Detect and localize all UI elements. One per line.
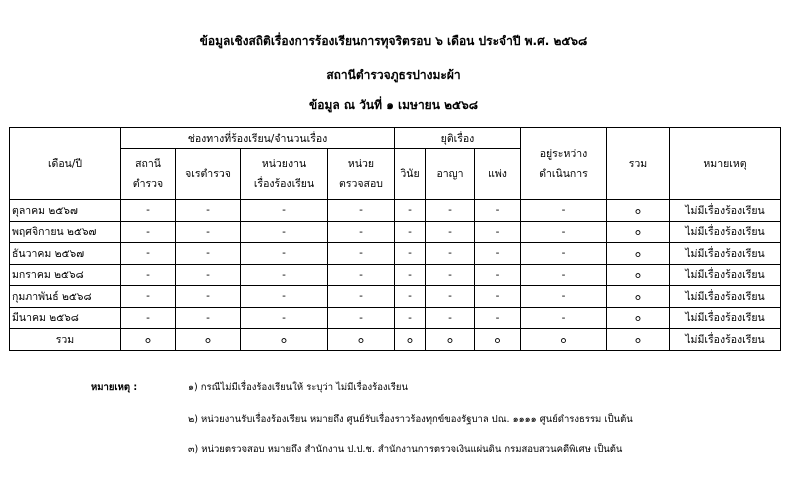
cell-progress: - xyxy=(521,264,607,286)
data-date: ข้อมูล ณ วันที่ ๑ เมษายน ๒๕๖๘ xyxy=(309,98,478,112)
cell-c2: - xyxy=(176,264,241,286)
table-row xyxy=(10,200,781,222)
cell-total: ๐ xyxy=(607,264,670,286)
cell-r2: - xyxy=(426,307,475,329)
cell-r2: - xyxy=(426,221,475,243)
cell-c1: - xyxy=(121,200,176,222)
cell-remark: ไม่มีเรื่องร้องเรียน xyxy=(670,243,781,265)
cell-c4: - xyxy=(328,264,395,286)
cell-remark: ไม่มีเรื่องร้องเรียน xyxy=(670,329,781,351)
cell-c2: ๐ xyxy=(176,329,241,351)
cell-r1: - xyxy=(395,264,426,286)
cell-r3: - xyxy=(475,264,521,286)
note-item: ๑) กรณีไม่มีเรื่องร้องเรียนให้ ระบุว่า ไม่มีเรื่องร้องเรียน xyxy=(188,382,408,393)
cell-c1: - xyxy=(121,243,176,265)
cell-r3: - xyxy=(475,221,521,243)
cell-r2: ๐ xyxy=(426,329,475,351)
cell-total: ๐ xyxy=(607,307,670,329)
cell-progress: - xyxy=(521,221,607,243)
cell-month: รวม xyxy=(10,329,121,351)
header-channel-station: สถานี ตำรวจ xyxy=(121,149,176,200)
cell-progress: - xyxy=(521,243,607,265)
table-row xyxy=(10,243,781,265)
table-row xyxy=(10,264,781,286)
cell-c4: - xyxy=(328,307,395,329)
table-row xyxy=(10,221,781,243)
cell-c4: ๐ xyxy=(328,329,395,351)
cell-c3: - xyxy=(241,243,328,265)
cell-progress: - xyxy=(521,307,607,329)
note-item: ๓) หน่วยตรวจสอบ หมายถึง สำนักงาน ป.ป.ช. สำนักงานการตรวจเงินแผ่นดิน กรมสอบสวนคดีพิเศษ เป็นต้น xyxy=(188,444,623,455)
cell-r3: ๐ xyxy=(475,329,521,351)
cell-month: กุมภาพันธ์ ๒๕๖๘ xyxy=(10,286,121,308)
header-channel-inspector: จเรตำรวจ xyxy=(176,149,241,200)
cell-total: ๐ xyxy=(607,221,670,243)
header-resolved-discipline: วินัย xyxy=(395,149,426,200)
cell-progress: ๐ xyxy=(521,329,607,351)
complaint-statistics-table xyxy=(9,127,781,351)
cell-c4: - xyxy=(328,221,395,243)
cell-r1: - xyxy=(395,221,426,243)
cell-month: พฤศจิกายน ๒๕๖๗ xyxy=(10,221,121,243)
cell-total: ๐ xyxy=(607,200,670,222)
cell-remark: ไม่มีเรื่องร้องเรียน xyxy=(670,286,781,308)
header-resolved-civil: แพ่ง xyxy=(475,149,521,200)
cell-c3: - xyxy=(241,221,328,243)
cell-c1: ๐ xyxy=(121,329,176,351)
cell-r1: - xyxy=(395,200,426,222)
cell-month: ตุลาคม ๒๕๖๗ xyxy=(10,200,121,222)
cell-c1: - xyxy=(121,264,176,286)
cell-r1: ๐ xyxy=(395,329,426,351)
cell-c2: - xyxy=(176,243,241,265)
cell-r3: - xyxy=(475,307,521,329)
cell-progress: - xyxy=(521,286,607,308)
cell-remark: ไม่มีเรื่องร้องเรียน xyxy=(670,200,781,222)
cell-r2: - xyxy=(426,200,475,222)
cell-remark: ไม่มีเรื่องร้องเรียน xyxy=(670,307,781,329)
cell-total: ๐ xyxy=(607,286,670,308)
cell-c3: ๐ xyxy=(241,329,328,351)
cell-remark: ไม่มีเรื่องร้องเรียน xyxy=(670,221,781,243)
station-name: สถานีตำรวจภูธรปางมะผ้า xyxy=(326,68,461,82)
table-total-row xyxy=(10,329,781,351)
table-row xyxy=(10,307,781,329)
cell-r3: - xyxy=(475,200,521,222)
header-in-progress: อยู่ระหว่าง ดำเนินการ xyxy=(521,128,607,200)
cell-c1: - xyxy=(121,286,176,308)
cell-month: มีนาคม ๒๕๖๘ xyxy=(10,307,121,329)
cell-r1: - xyxy=(395,243,426,265)
cell-c4: - xyxy=(328,200,395,222)
cell-c3: - xyxy=(241,200,328,222)
cell-c2: - xyxy=(176,200,241,222)
cell-r2: - xyxy=(426,264,475,286)
note-item: ๒) หน่วยงานรับเรื่องร้องเรียน หมายถึง ศูนย์รับเรื่องราวร้องทุกข์ของรัฐบาล ปณ. ๑๑๑๑ ศูนย์ดำรงธรรม เป็นต้น xyxy=(188,414,633,425)
header-resolved-group: ยุติเรื่อง xyxy=(395,128,521,149)
cell-r2: - xyxy=(426,286,475,308)
cell-r1: - xyxy=(395,307,426,329)
cell-r3: - xyxy=(475,286,521,308)
cell-progress: - xyxy=(521,200,607,222)
header-channels-group: ช่องทางที่ร้องเรียน/จำนวนเรื่อง xyxy=(121,128,395,149)
cell-c3: - xyxy=(241,264,328,286)
cell-c3: - xyxy=(241,286,328,308)
cell-c1: - xyxy=(121,221,176,243)
cell-month: ธันวาคม ๒๕๖๗ xyxy=(10,243,121,265)
cell-c3: - xyxy=(241,307,328,329)
cell-c2: - xyxy=(176,286,241,308)
table-body xyxy=(10,200,781,351)
cell-c4: - xyxy=(328,286,395,308)
cell-c2: - xyxy=(176,307,241,329)
report-title: ข้อมูลเชิงสถิติเรื่องการร้องเรียนการทุจริตรอบ ๖ เดือน ประจำปี พ.ศ. ๒๕๖๘ xyxy=(199,34,588,48)
table-row xyxy=(10,286,781,308)
header-month: เดือน/ปี xyxy=(10,128,121,200)
notes-label: หมายเหตุ : xyxy=(91,382,138,393)
cell-c4: - xyxy=(328,243,395,265)
header-channel-audit: หน่วย ตรวจสอบ xyxy=(328,149,395,200)
header-resolved-criminal: อาญา xyxy=(426,149,475,200)
cell-r1: - xyxy=(395,286,426,308)
cell-total: ๐ xyxy=(607,243,670,265)
cell-c2: - xyxy=(176,221,241,243)
header-total: รวม xyxy=(607,128,670,200)
cell-c1: - xyxy=(121,307,176,329)
cell-r2: - xyxy=(426,243,475,265)
cell-r3: - xyxy=(475,243,521,265)
header-channel-agency: หน่วยงาน เรื่องร้องเรียน xyxy=(241,149,328,200)
cell-total: ๐ xyxy=(607,329,670,351)
header-remark: หมายเหตุ xyxy=(670,128,781,200)
cell-remark: ไม่มีเรื่องร้องเรียน xyxy=(670,264,781,286)
cell-month: มกราคม ๒๕๖๘ xyxy=(10,264,121,286)
